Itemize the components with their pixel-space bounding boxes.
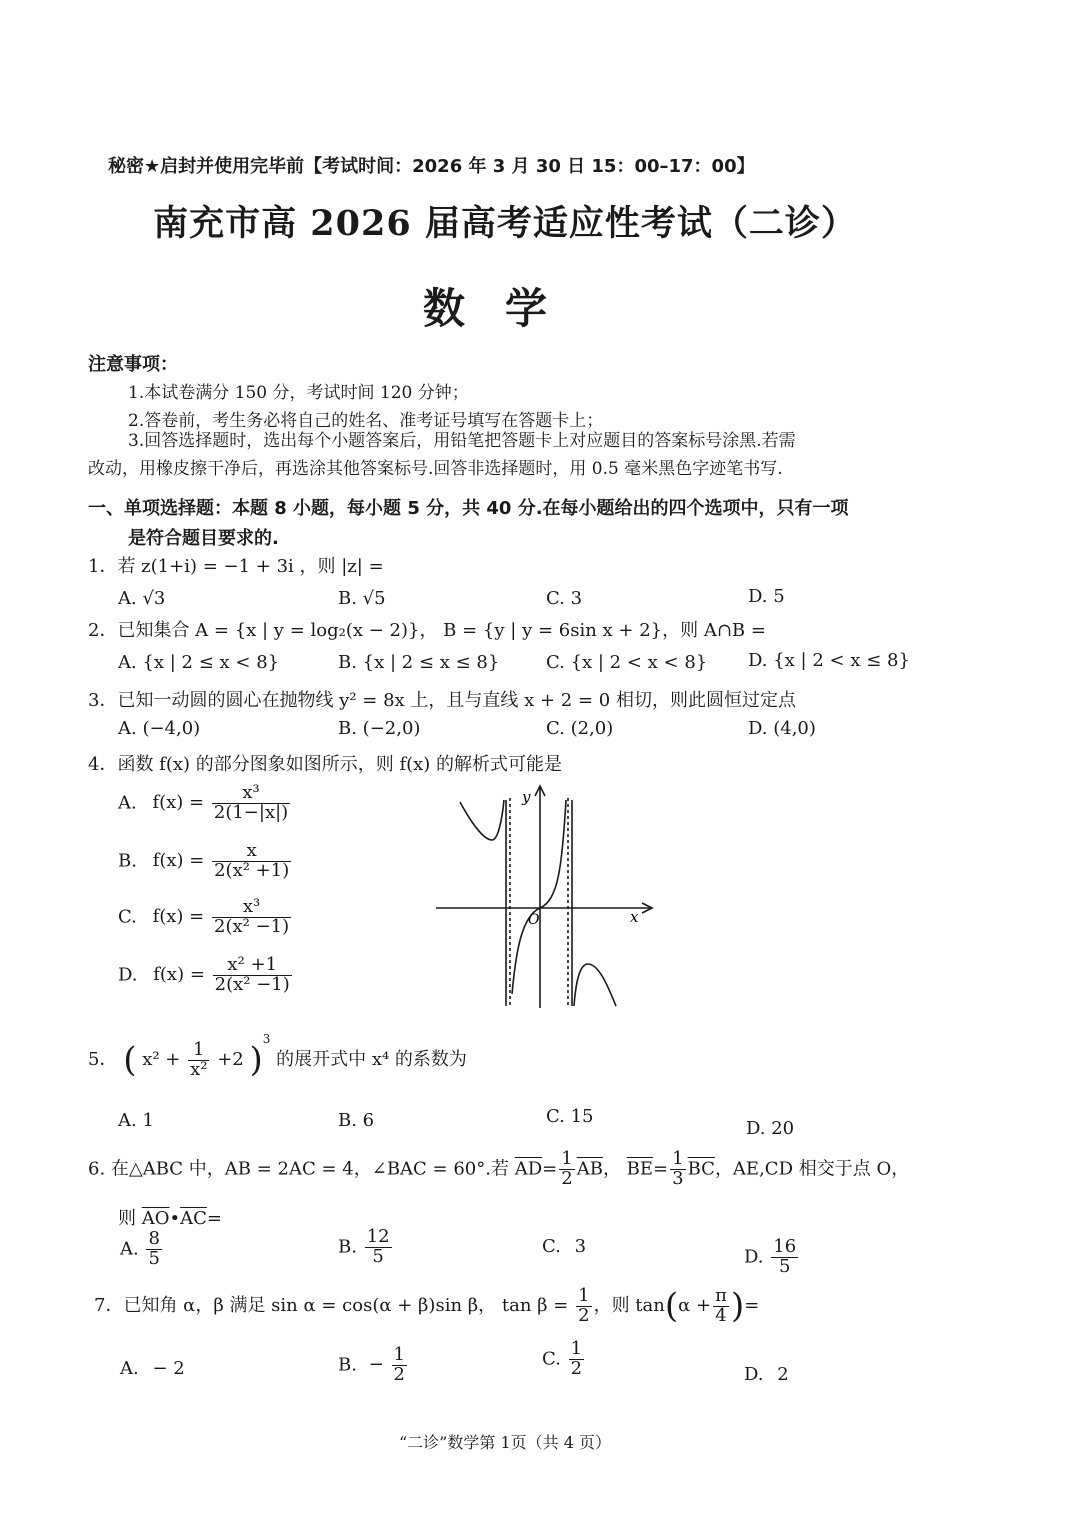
q7-option-c bbox=[542, 1340, 586, 1379]
q7-text-1: 7．已知角 α，β 满足 sin α = cos(α + β)sin β， tan β = bbox=[94, 1295, 569, 1316]
q6-option-c bbox=[542, 1236, 586, 1257]
q6-option-a bbox=[120, 1230, 164, 1269]
option-value: − 2 bbox=[152, 1358, 185, 1379]
fraction-numerator: x² +1 bbox=[213, 956, 292, 976]
paren-open: ( bbox=[123, 1040, 137, 1080]
fraction-denominator: 2(x² −1) bbox=[214, 973, 290, 995]
fraction-numerator: π bbox=[715, 1284, 727, 1306]
vector-ad: $\overline{AD}$ bbox=[514, 1158, 543, 1180]
q1-option-d: D. 5 bbox=[748, 586, 785, 607]
notice-item: 改动，用橡皮擦干净后，再选涂其他答案标号.回答非选择题时，用 0.5 毫米黑色字迹笔书写. bbox=[88, 459, 783, 479]
fraction-numerator: 8 bbox=[148, 1228, 160, 1249]
vector-ao: $\overline{AO}$ bbox=[141, 1208, 170, 1229]
question-number: 5． bbox=[88, 1049, 118, 1070]
fraction-numerator: 1 bbox=[570, 1338, 583, 1359]
fraction-denominator: 5 bbox=[778, 1255, 791, 1277]
term-plus2: +2 bbox=[217, 1049, 244, 1070]
q2-option-c: C. {x | 2 < x < 8} bbox=[546, 652, 708, 673]
fraction-numerator: 1 bbox=[393, 1344, 405, 1365]
q3-option-a: A. (−4,0) bbox=[118, 718, 201, 739]
q6-text-2: ，AE,CD 相交于点 O， bbox=[714, 1158, 910, 1180]
option-label: A. bbox=[120, 1238, 139, 1260]
function-lhs: f(x) = bbox=[152, 906, 205, 928]
paren-open: ( bbox=[664, 1286, 679, 1326]
function-lhs: f(x) = bbox=[153, 964, 205, 986]
q7-text-2: ，则 tan bbox=[593, 1295, 665, 1316]
question-1-stem: 1．若 z(1+i) = −1 + 3i ，则 |z| = bbox=[88, 556, 384, 577]
notice-item: 1.本试卷满分 150 分，考试时间 120 分钟； bbox=[128, 383, 469, 403]
fraction-denominator: 5 bbox=[148, 1247, 160, 1269]
q7-option-a bbox=[120, 1358, 185, 1379]
vector-be: $\overline{BE}$ bbox=[626, 1158, 654, 1180]
dot-operator: • bbox=[169, 1208, 181, 1229]
q2-option-a: A. {x | 2 ≤ x < 8} bbox=[118, 652, 280, 673]
page-footer: “二诊”数学第 1页（共 4 页） bbox=[399, 1433, 611, 1452]
fraction-denominator: 3 bbox=[672, 1167, 684, 1189]
q1-option-c: C. 3 bbox=[546, 588, 583, 609]
q5-option-d: D. 20 bbox=[746, 1118, 795, 1139]
fraction-numerator: 1 bbox=[578, 1284, 590, 1306]
q3-option-d: D. (4,0) bbox=[748, 718, 816, 739]
option-label: D. bbox=[118, 964, 138, 986]
origin-label: O bbox=[528, 912, 540, 928]
q7-option-d bbox=[744, 1364, 789, 1385]
fraction-denominator: 2(x² +1) bbox=[214, 859, 290, 881]
option-label: C. bbox=[118, 906, 137, 928]
minus-sign: − bbox=[368, 1354, 384, 1376]
fraction-denominator: 2 bbox=[393, 1363, 405, 1385]
notice-item: 2.答卷前，考生务必将自己的姓名、准考证号填写在答题卡上； bbox=[128, 411, 604, 431]
q1-option-b: B. √5 bbox=[338, 588, 386, 609]
question-4-stem: 4．函数 f(x) 的部分图象如图所示，则 f(x) 的解析式可能是 bbox=[88, 754, 563, 775]
fraction-numerator: x³ bbox=[212, 898, 291, 918]
q1-option-a: A. √3 bbox=[118, 588, 166, 609]
option-label: D. bbox=[744, 1364, 764, 1385]
section-heading-cont: 是符合题目要求的. bbox=[128, 528, 279, 549]
function-lhs: f(x) = bbox=[152, 792, 205, 814]
fraction-denominator: 2 bbox=[570, 1357, 583, 1379]
equals: = bbox=[744, 1295, 760, 1316]
q3-option-b: B. (−2,0) bbox=[338, 718, 421, 739]
vector-bc: $\overline{BC}$ bbox=[687, 1158, 715, 1180]
question-3-stem: 3．已知一动圆的圆心在抛物线 y² = 8x 上，且与直线 x + 2 = 0 相切，则此圆恒过定点 bbox=[88, 690, 796, 711]
y-axis-label: y bbox=[522, 788, 531, 806]
q2-option-d: D. {x | 2 < x ≤ 8} bbox=[748, 650, 910, 671]
q4-option-d bbox=[118, 956, 294, 995]
option-value: 2 bbox=[777, 1364, 789, 1385]
fraction-numerator: 1 bbox=[188, 1041, 209, 1061]
q5-option-a: A. 1 bbox=[118, 1110, 154, 1131]
paren-close: ) bbox=[249, 1040, 263, 1080]
fraction-denominator: 2(x² −1) bbox=[214, 915, 290, 937]
q6-text-1: 6. 在△ABC 中，AB = 2AC = 4，∠BAC = 60°.若 bbox=[88, 1158, 509, 1180]
option-label: B. bbox=[338, 1236, 357, 1258]
curve-branch-middle bbox=[512, 800, 566, 994]
option-label: C. bbox=[542, 1236, 561, 1257]
q4-option-b bbox=[118, 842, 293, 881]
exam-title: 南充市高 2026 届高考适应性考试（二诊） bbox=[153, 203, 857, 244]
subject-title: 数学 bbox=[422, 284, 587, 333]
q2-option-b: B. {x | 2 ≤ x ≤ 8} bbox=[338, 652, 500, 673]
q6-option-b bbox=[338, 1228, 394, 1267]
option-value: 3 bbox=[574, 1236, 587, 1257]
function-graph bbox=[430, 780, 660, 1012]
fraction-numerator: 12 bbox=[366, 1226, 390, 1247]
fraction-numerator: 1 bbox=[672, 1148, 684, 1169]
q7-option-b bbox=[338, 1346, 409, 1385]
q6-line2-prefix: 则 bbox=[118, 1208, 136, 1229]
equals: = bbox=[542, 1158, 558, 1180]
notice-item: 3.回答选择题时，选出每个小题答案后，用铅笔把答题卡上对应题目的答案标号涂黑.若需 bbox=[128, 431, 796, 451]
vector-ab: $\overline{AB}$ bbox=[576, 1158, 603, 1180]
notice-heading: 注意事项： bbox=[88, 354, 178, 375]
fraction-numerator: x³ bbox=[212, 784, 290, 804]
option-label: D. bbox=[744, 1246, 764, 1268]
q6-option-d bbox=[744, 1238, 800, 1277]
comma: ， bbox=[602, 1158, 621, 1180]
q4-option-a bbox=[118, 784, 292, 823]
q5-option-b: B. 6 bbox=[338, 1110, 375, 1131]
question-6-line2 bbox=[118, 1204, 222, 1230]
question-5-stem bbox=[88, 1032, 467, 1080]
question-5-tail: 的展开式中 x⁴ 的系数为 bbox=[276, 1049, 467, 1070]
curve-branch-right bbox=[574, 964, 616, 1006]
option-label: A. bbox=[118, 792, 137, 814]
exponent: 3 bbox=[262, 1032, 271, 1046]
equals: = bbox=[653, 1158, 669, 1180]
paren-close: ) bbox=[730, 1286, 745, 1326]
question-6-stem bbox=[88, 1150, 909, 1189]
fraction-numerator: 16 bbox=[773, 1236, 797, 1257]
q3-option-c: C. (2,0) bbox=[546, 718, 614, 739]
x-axis-label: x bbox=[630, 908, 639, 926]
q7-inner-alpha: α + bbox=[678, 1295, 712, 1316]
fraction-denominator: 2(1−|x|) bbox=[213, 801, 289, 823]
fraction-denominator: x² bbox=[190, 1058, 208, 1080]
section-heading: 一、单项选择题：本题 8 小题，每小题 5 分，共 40 分.在每小题给出的四个选项中，只有一项 bbox=[88, 498, 849, 519]
option-label: B. bbox=[118, 850, 137, 872]
q5-option-c: C. 15 bbox=[546, 1106, 594, 1127]
vector-ac: $\overline{AC}$ bbox=[180, 1208, 207, 1229]
fraction-numerator: x bbox=[212, 842, 291, 862]
confidential-notice: 秘密★启封并使用完毕前【考试时间：2026 年 3 月 30 日 15：00–17：00】 bbox=[108, 156, 755, 177]
equals: = bbox=[206, 1208, 222, 1229]
q4-option-c bbox=[118, 898, 293, 937]
fraction-denominator: 2 bbox=[561, 1167, 573, 1189]
function-lhs: f(x) = bbox=[152, 850, 205, 872]
fraction-denominator: 4 bbox=[715, 1304, 727, 1326]
fraction-denominator: 2 bbox=[578, 1304, 590, 1326]
option-label: B. bbox=[338, 1354, 357, 1376]
question-2-stem: 2．已知集合 A = {x | y = log₂(x − 2)}， B = {y | y = 6sin x + 2}，则 A∩B = bbox=[88, 620, 766, 641]
fraction-denominator: 5 bbox=[372, 1245, 384, 1267]
fraction-numerator: 1 bbox=[561, 1148, 573, 1169]
option-label: A. bbox=[120, 1358, 139, 1379]
term-x2: x² + bbox=[142, 1049, 181, 1070]
option-label: C. bbox=[542, 1348, 561, 1370]
curve-branch-left bbox=[460, 800, 504, 840]
question-7-stem bbox=[94, 1286, 759, 1326]
